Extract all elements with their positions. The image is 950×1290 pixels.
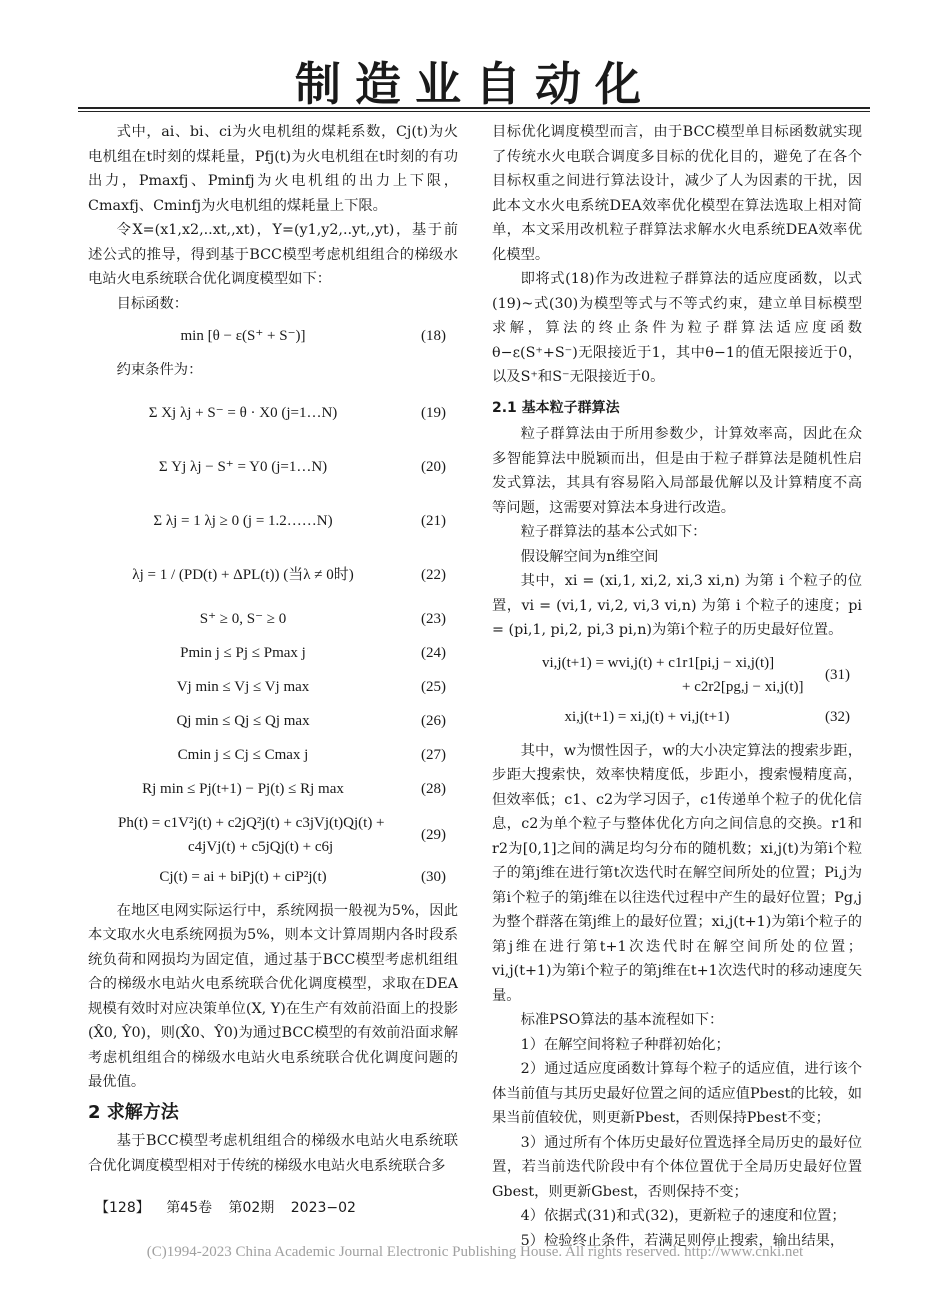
equation-expression: Qj min ≤ Qj ≤ Qj max — [176, 712, 310, 729]
equation-number: (29) — [421, 826, 446, 843]
subsection-heading: 2.1 基本粒子群算法 — [492, 399, 620, 416]
equation-number: (31) — [825, 666, 850, 683]
equation-expression: Cmin j ≤ Cj ≤ Cmax j — [177, 746, 309, 763]
issue-date: 2023−02 — [290, 1200, 356, 1216]
equation-18 — [88, 324, 458, 350]
equation-expression: S⁺ ≥ 0, S⁻ ≥ 0 — [199, 610, 287, 627]
list-item: 3）通过所有个体历史最好位置选择全局历史的最好位置，若当前迭代阶段中有个体位置优于全局历史最好位置Gbest，则更新Gbest，否则保持不变； — [492, 1134, 862, 1200]
list-item: 5）检验终止条件，若满足则停止搜索，输出结果， — [520, 1232, 845, 1249]
equation-expression: min [θ − ε(S⁺ + S⁻)] — [180, 328, 306, 344]
equation-number: (24) — [421, 644, 446, 661]
paragraph: 其中，xi = (xi,1, xi,2, xi,3 xi,n) 为第 i 个粒子的位置，vi = (vi,1, vi,2, vi,3 vi,n) 为第 i 个粒子的速度；pi = (pi,1, pi,2, pi,3 pi,n)为第i个粒子的历史最好位置。 — [492, 573, 862, 638]
equation-expression: xi,j(t+1) = xi,j(t) + vi,j(t+1) — [564, 708, 730, 725]
equation-32 — [492, 705, 862, 731]
header-rule — [78, 107, 870, 109]
equation-expression: Ph(t) = c1V²j(t) + c2jQ²j(t) + c3jVj(t)Qj(t) + — [118, 814, 385, 831]
paragraph: 式中，ai、bi、ci为火电机组的煤耗系数，Cj(t)为火电机组在t时刻的煤耗量，Pfj(t)为火电机组在t时刻的有功出力，Pmaxfj、Pminfj为火电机组的出力上下限，Cmaxfj、Cminfj为火电机组的煤耗量上下限。 — [88, 124, 458, 214]
equation-25 — [88, 675, 458, 701]
paragraph: 即将式(18)作为改进粒子群算法的适应度函数，以式(19)~式(30)为模型等式与不等式约束，建立单目标模型求解，算法的终止条件为粒子群算法适应度函数θ−ε(S⁺+S⁻)无限接近于1，其中θ−1的值无限接近于0，以及S⁺和S⁻无限接近于0。 — [492, 271, 862, 385]
equation-29 — [88, 811, 458, 857]
paragraph: 其中，w为惯性因子，w的大小决定算法的搜索步距，步距大搜索快，效率快精度低，步距小，搜索慢精度高，但效率低；c1、c2为学习因子，c1传递单个粒子的优化信息，c2为单个粒子与整体优化方向之间信息的交换。r1和r2为[0,1]之间的满足均匀分布的随机数；xi,j(t)为第i个粒子的第j维在进行第t次迭代时在解空间所处的位置；Pi,j为第i个粒子的第j维在以往迭代过程中产生的最好位置；Pg,j为整个群落在第j维上的最好位置；xi,j(t+1)为第i个粒子的第j维在进行第t+1次迭代时在解空间所处的位置；vi,j(t+1)为第i个粒子的第j维在t+1次迭代时的移动速度矢量。 — [492, 742, 862, 1004]
equation-expression: + c2r2[pg,j − xi,j(t)] — [682, 678, 804, 695]
list-item: 4）依据式(31)和式(32)，更新粒子的速度和位置； — [520, 1208, 846, 1224]
page-footer — [95, 1197, 368, 1217]
equation-number: (28) — [421, 780, 446, 797]
equation-number: (20) — [421, 458, 446, 475]
left-column — [88, 120, 458, 1178]
paragraph: 基于BCC模型考虑机组组合的梯级水电站火电系统联合优化调度模型相对于传统的梯级水电站火电系统联合多 — [88, 1133, 458, 1174]
equation-expression: Vj min ≤ Vj ≤ Vj max — [176, 678, 310, 695]
header-rule-thin — [78, 111, 870, 112]
paragraph: 标准PSO算法的基本流程如下： — [520, 1012, 724, 1028]
section-heading: 2 求解方法 — [88, 1101, 179, 1123]
equation-30 — [88, 865, 458, 891]
equation-20 — [88, 445, 458, 491]
equation-number: (32) — [825, 708, 850, 725]
equation-number: (25) — [421, 678, 446, 695]
equation-number: (30) — [421, 868, 446, 885]
equation-number: (27) — [421, 746, 446, 763]
equation-expression: Σ Yj λj − S⁺ = Y0 (j=1…N) — [158, 458, 328, 475]
list-item: 1）在解空间将粒子种群初始化； — [520, 1036, 730, 1053]
equation-22 — [88, 553, 458, 599]
equation-19 — [88, 391, 458, 437]
equation-31 — [492, 651, 862, 697]
equation-28 — [88, 777, 458, 803]
equation-number: (22) — [421, 566, 446, 583]
equation-expression: Σ λj = 1 λj ≥ 0 (j = 1.2……N) — [153, 512, 333, 529]
equation-number: (26) — [421, 712, 446, 729]
equation-expression: Σ Xj λj + S⁻ = θ · X0 (j=1…N) — [148, 404, 338, 421]
equation-expression: c4jVj(t) + c5jQj(t) + c6j — [188, 838, 334, 855]
equation-24 — [88, 641, 458, 667]
equation-number: (21) — [421, 512, 446, 529]
issue: 第02期 — [228, 1200, 275, 1216]
equation-27 — [88, 743, 458, 769]
label: 约束条件为： — [116, 362, 203, 378]
page-number: 【128】 — [95, 1200, 150, 1216]
paragraph: 令X=(x1,x2,..xt,,xt)，Y=(y1,y2,..yt,,yt)，基于前述公式的推导，得到基于BCC模型考虑机组组合的梯级水电站火电系统联合优化调度模型如下： — [88, 222, 458, 287]
equation-21 — [88, 499, 458, 545]
equation-number: (19) — [421, 404, 446, 421]
right-column — [492, 120, 862, 1253]
equation-expression: vi,j(t+1) = wvi,j(t) + c1r1[pi,j − xi,j(t)] — [542, 654, 775, 671]
equation-expression: Rj min ≤ Pj(t+1) − Pj(t) ≤ Rj max — [142, 780, 344, 797]
equation-expression: λj = 1 / (PD(t) + ΔPL(t)) (当λ ≠ 0时) — [132, 566, 354, 583]
label: 目标函数： — [116, 295, 189, 312]
paragraph: 假设解空间为n维空间 — [520, 548, 659, 565]
paragraph: 目标优化调度模型而言，由于BCC模型单目标函数就实现了传统水火电联合调度多目标的优化目的，避免了在各个目标权重之间进行算法设计，减少了人为因素的干扰，因此本文水火电系统DEA效率优化模型在算法选取上相对简单，本文采用改机粒子群算法求解水火电系统DEA效率优化模型。 — [492, 124, 862, 263]
equation-number: (23) — [421, 610, 446, 627]
list-item: 2）通过适应度函数计算每个粒子的适应值，进行该个体当前值与其历史最好位置之间的适应值Pbest的比较，如果当前值较优，则更新Pbest，否则保持Pbest不变； — [492, 1061, 862, 1126]
journal-logo: 制造业自动化 — [295, 57, 655, 111]
paragraph: 在地区电网实际运行中，系统网损一般视为5%，因此本文取水火电系统网损为5%，则本文计算周期内各时段系统负荷和网损均为固定值，通过基于BCC模型考虑机组组合的梯级水电站火电系统联合优化调度模型，求取在DEA规模有效时对应决策单位(X, Y)在生产有效前沿面上的投影(X̂0, Ŷ0)，则(X̂0、Ŷ0)为通过BCC模型的有效前沿面求解考虑机组组合的梯级水电站火电系统联合优化调度问题的最优值。 — [88, 902, 458, 1090]
equation-expression: Pmin j ≤ Pj ≤ Pmax j — [180, 644, 306, 661]
copyright-notice: (C)1994-2023 China Academic Journal Electronic Publishing House. All rights reserved. http://www.cnki.net — [146, 1244, 804, 1260]
equation-26 — [88, 709, 458, 735]
volume: 第45卷 — [166, 1200, 213, 1216]
equation-23 — [88, 607, 458, 633]
paragraph: 粒子群算法由于所用参数少，计算效率高，因此在众多智能算法中脱颖而出，但是由于粒子群算法是随机性启发式算法，其具有容易陷入局部最优解以及计算精度不高等问题，这需要对算法本身进行改造。 — [492, 426, 862, 516]
paragraph: 粒子群算法的基本公式如下： — [520, 524, 707, 540]
equation-number: (18) — [421, 328, 446, 344]
equation-expression: Cj(t) = ai + biPj(t) + ciP²j(t) — [159, 868, 327, 885]
